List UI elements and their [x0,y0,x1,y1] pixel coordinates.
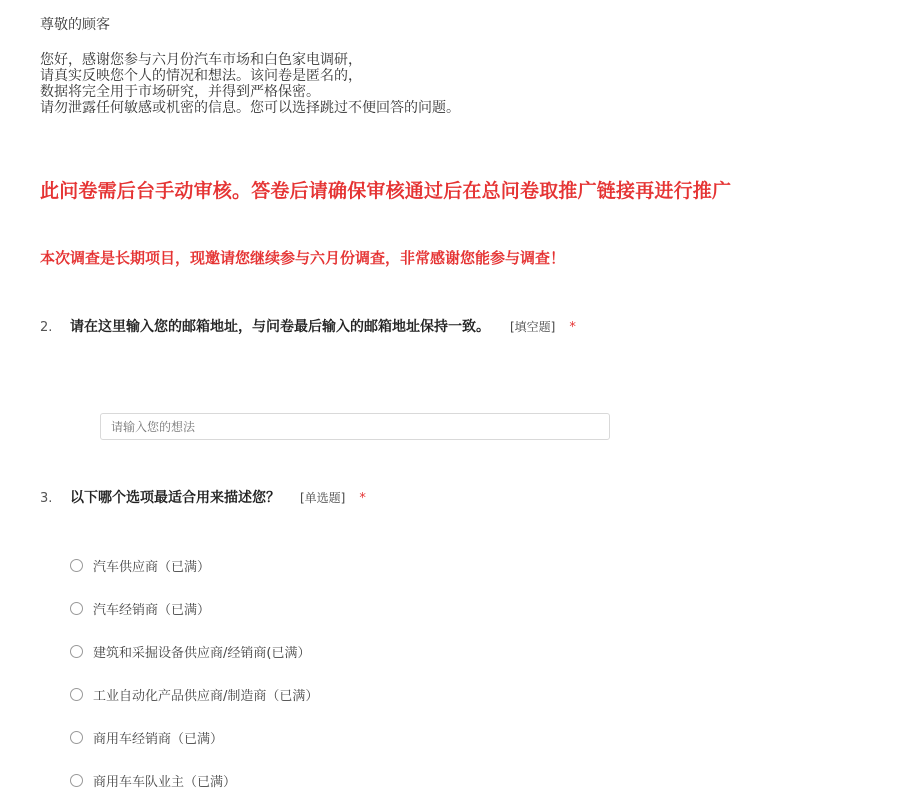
option-label: 商用车经销商（已满） [93,732,224,747]
radio-option-auto-supplier[interactable] [70,556,210,575]
intro-paragraph [40,52,460,116]
option-label: 汽车经销商（已满） [93,603,211,618]
radio-button-icon[interactable] [70,688,83,701]
question-number: 3. [40,491,53,506]
email-input[interactable] [100,413,610,440]
question-2-header [40,316,576,336]
intro-line: 您好，感谢您参与六月份汽车市场和白色家电调研， [40,52,362,68]
question-3-header [40,487,366,507]
radio-option-industrial-automation[interactable] [70,685,318,704]
review-notice: 此问卷需后台手动审核。答卷后请确保审核通过后在总问卷取推广链接再进行推广 [40,180,732,202]
radio-option-fleet-owner[interactable] [70,771,236,790]
greeting-text: 尊敬的顾客 [40,17,110,33]
radio-button-icon[interactable] [70,731,83,744]
invitation-notice: 本次调查是长期项目，现邀请您继续参与六月份调查，非常感谢您能参与调查！ [40,249,566,267]
question-title: 以下哪个选项最适合用来描述您？ [70,490,280,506]
option-label: 汽车供应商（已满） [93,560,211,575]
option-label: 商用车车队业主（已满） [93,775,237,790]
intro-line: 请勿泄露任何敏感或机密的信息。您可以选择跳过不便回答的问题。 [40,100,460,116]
required-asterisk: * [359,491,366,506]
intro-line: 请真实反映您个人的情况和想法。该问卷是匿名的， [40,68,362,84]
radio-button-icon[interactable] [70,602,83,615]
question-type-tag: [单选题] [300,491,346,505]
radio-option-auto-dealer[interactable] [70,599,210,618]
radio-option-construction-equipment[interactable] [70,642,310,661]
intro-line: 数据将完全用于市场研究，并得到严格保密。 [40,84,320,100]
question-type-tag: [填空题] [510,320,556,334]
radio-option-commercial-vehicle-dealer[interactable] [70,728,223,747]
required-asterisk: * [569,320,576,335]
question-number: 2. [40,320,53,335]
radio-button-icon[interactable] [70,645,83,658]
radio-button-icon[interactable] [70,774,83,787]
question-title: 请在这里输入您的邮箱地址，与问卷最后输入的邮箱地址保持一致。 [70,319,490,335]
option-label: 工业自动化产品供应商/制造商（已满） [93,689,319,704]
radio-button-icon[interactable] [70,559,83,572]
option-label: 建筑和采掘设备供应商/经销商(已满） [93,646,311,661]
